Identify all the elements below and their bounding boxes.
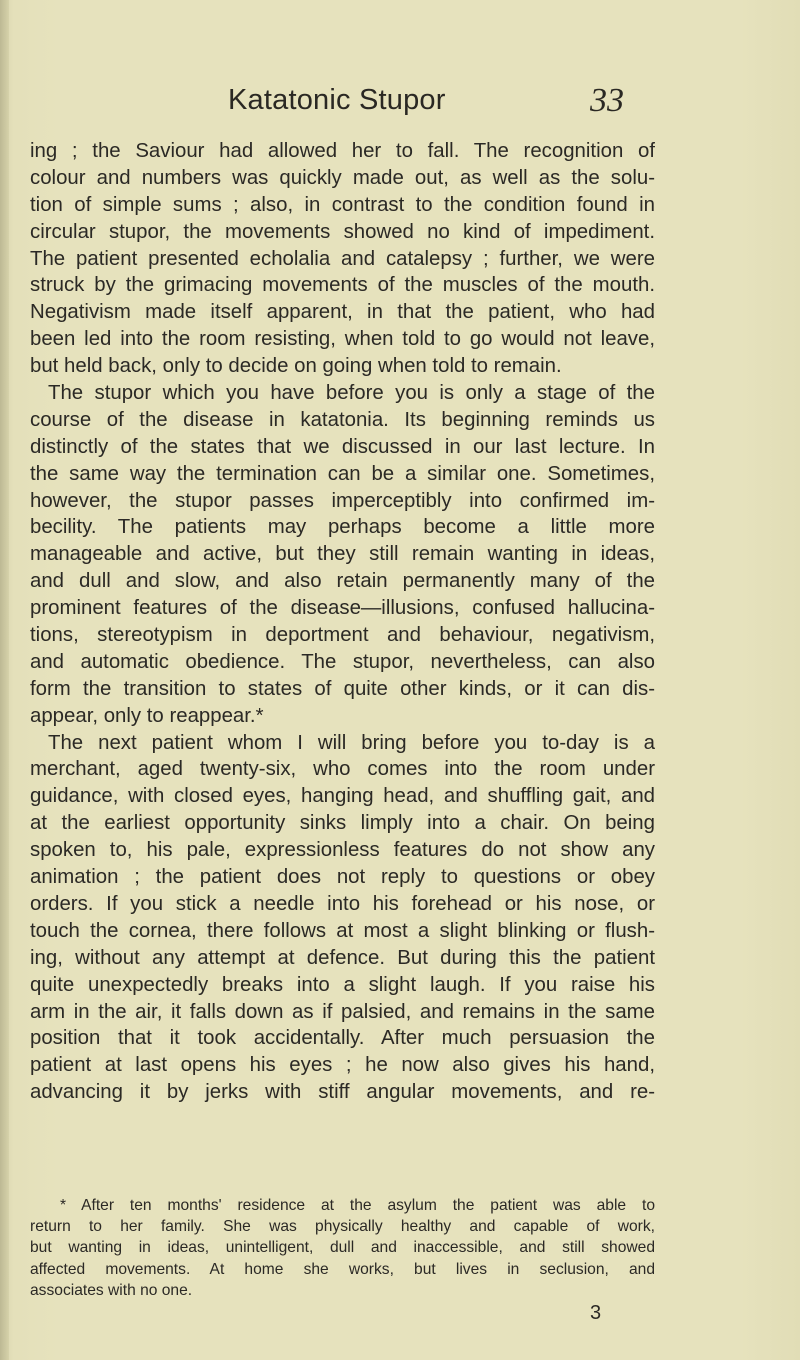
signature-mark: 3	[590, 1302, 602, 1324]
text-line: touch the cornea, there follows at most a slight blinking or flush-	[30, 919, 655, 942]
text-line: position that it took accidentally. After much persuasion the	[30, 1027, 655, 1050]
footnote-line: affected movements. At home she works, but lives in seclusion, and	[30, 1260, 655, 1278]
text-line: The next patient whom I will bring before you to-day is a	[48, 731, 655, 754]
page-header	[0, 84, 800, 120]
page-number: 33	[590, 82, 624, 119]
text-line: tion of simple sums ; also, in contrast to the condition found in	[30, 193, 655, 216]
text-line: at the earliest opportunity sinks limply into a chair. On being	[30, 812, 655, 835]
text-line: however, the stupor passes imperceptibly into confirmed im-	[30, 489, 655, 512]
text-line: The stupor which you have before you is only a stage of the	[48, 382, 655, 405]
footnote	[30, 1195, 655, 1301]
text-line: the same way the termination can be a similar one. Sometimes,	[30, 462, 655, 485]
text-line: form the transition to states of quite other kinds, or it can dis-	[30, 677, 655, 700]
text-line: been led into the room resisting, when told to go would not leave,	[30, 328, 655, 351]
text-line: distinctly of the states that we discussed in our last lecture. In	[30, 435, 655, 458]
text-line: The patient presented echolalia and catalepsy ; further, we were	[30, 247, 655, 270]
text-line: arm in the air, it falls down as if palsied, and remains in the same	[30, 1000, 655, 1023]
text-line: merchant, aged twenty-six, who comes into the room under	[30, 758, 655, 781]
text-line: advancing it by jerks with stiff angular movements, and re-	[30, 1081, 655, 1104]
text-line: but held back, only to decide on going when told to remain.	[30, 355, 562, 378]
body-text	[30, 138, 655, 1106]
text-line: and dull and slow, and also retain permanently many of the	[30, 570, 655, 593]
text-line: animation ; the patient does not reply to questions or obey	[30, 866, 655, 889]
footnote-line: return to her family. She was physically healthy and capable of work,	[30, 1218, 655, 1236]
text-line: manageable and active, but they still remain wanting in ideas,	[30, 543, 655, 566]
text-line: ing ; the Saviour had allowed her to fall. The recognition of	[30, 140, 655, 162]
text-line: becility. The patients may perhaps become a little more	[30, 516, 655, 539]
text-line: guidance, with closed eyes, hanging head, and shuffling gait, and	[30, 785, 655, 808]
text-line: colour and numbers was quickly made out, as well as the solu-	[30, 166, 655, 189]
text-line: struck by the grimacing movements of the muscles of the mouth.	[30, 274, 655, 297]
text-line: prominent features of the disease—illusions, confused hallucina-	[30, 597, 655, 620]
text-line: Negativism made itself apparent, in that the patient, who had	[30, 301, 655, 324]
text-line: patient at last opens his eyes ; he now also gives his hand,	[30, 1054, 655, 1077]
text-line: and automatic obedience. The stupor, nevertheless, can also	[30, 650, 655, 673]
running-title: Katatonic Stupor	[228, 84, 446, 116]
page-spine-shadow	[0, 0, 9, 1360]
footnote-line: associates with no one.	[30, 1281, 193, 1299]
text-line: quite unexpectedly breaks into a slight laugh. If you raise his	[30, 973, 655, 996]
text-line: ing, without any attempt at defence. But during this the patient	[30, 946, 655, 969]
text-line: tions, stereotypism in deportment and behaviour, negativism,	[30, 624, 655, 647]
text-line: spoken to, his pale, expressionless features do not show any	[30, 839, 655, 862]
text-line: course of the disease in katatonia. Its beginning reminds us	[30, 408, 655, 431]
text-line: circular stupor, the movements showed no kind of impediment.	[30, 220, 655, 243]
text-line: appear, only to reappear.*	[30, 704, 264, 727]
footnote-line: * After ten months' residence at the asylum the patient was able to	[60, 1197, 655, 1214]
footnote-line: but wanting in ideas, unintelligent, dull and inaccessible, and still showed	[30, 1239, 655, 1257]
text-line: orders. If you stick a needle into his forehead or his nose, or	[30, 892, 655, 915]
